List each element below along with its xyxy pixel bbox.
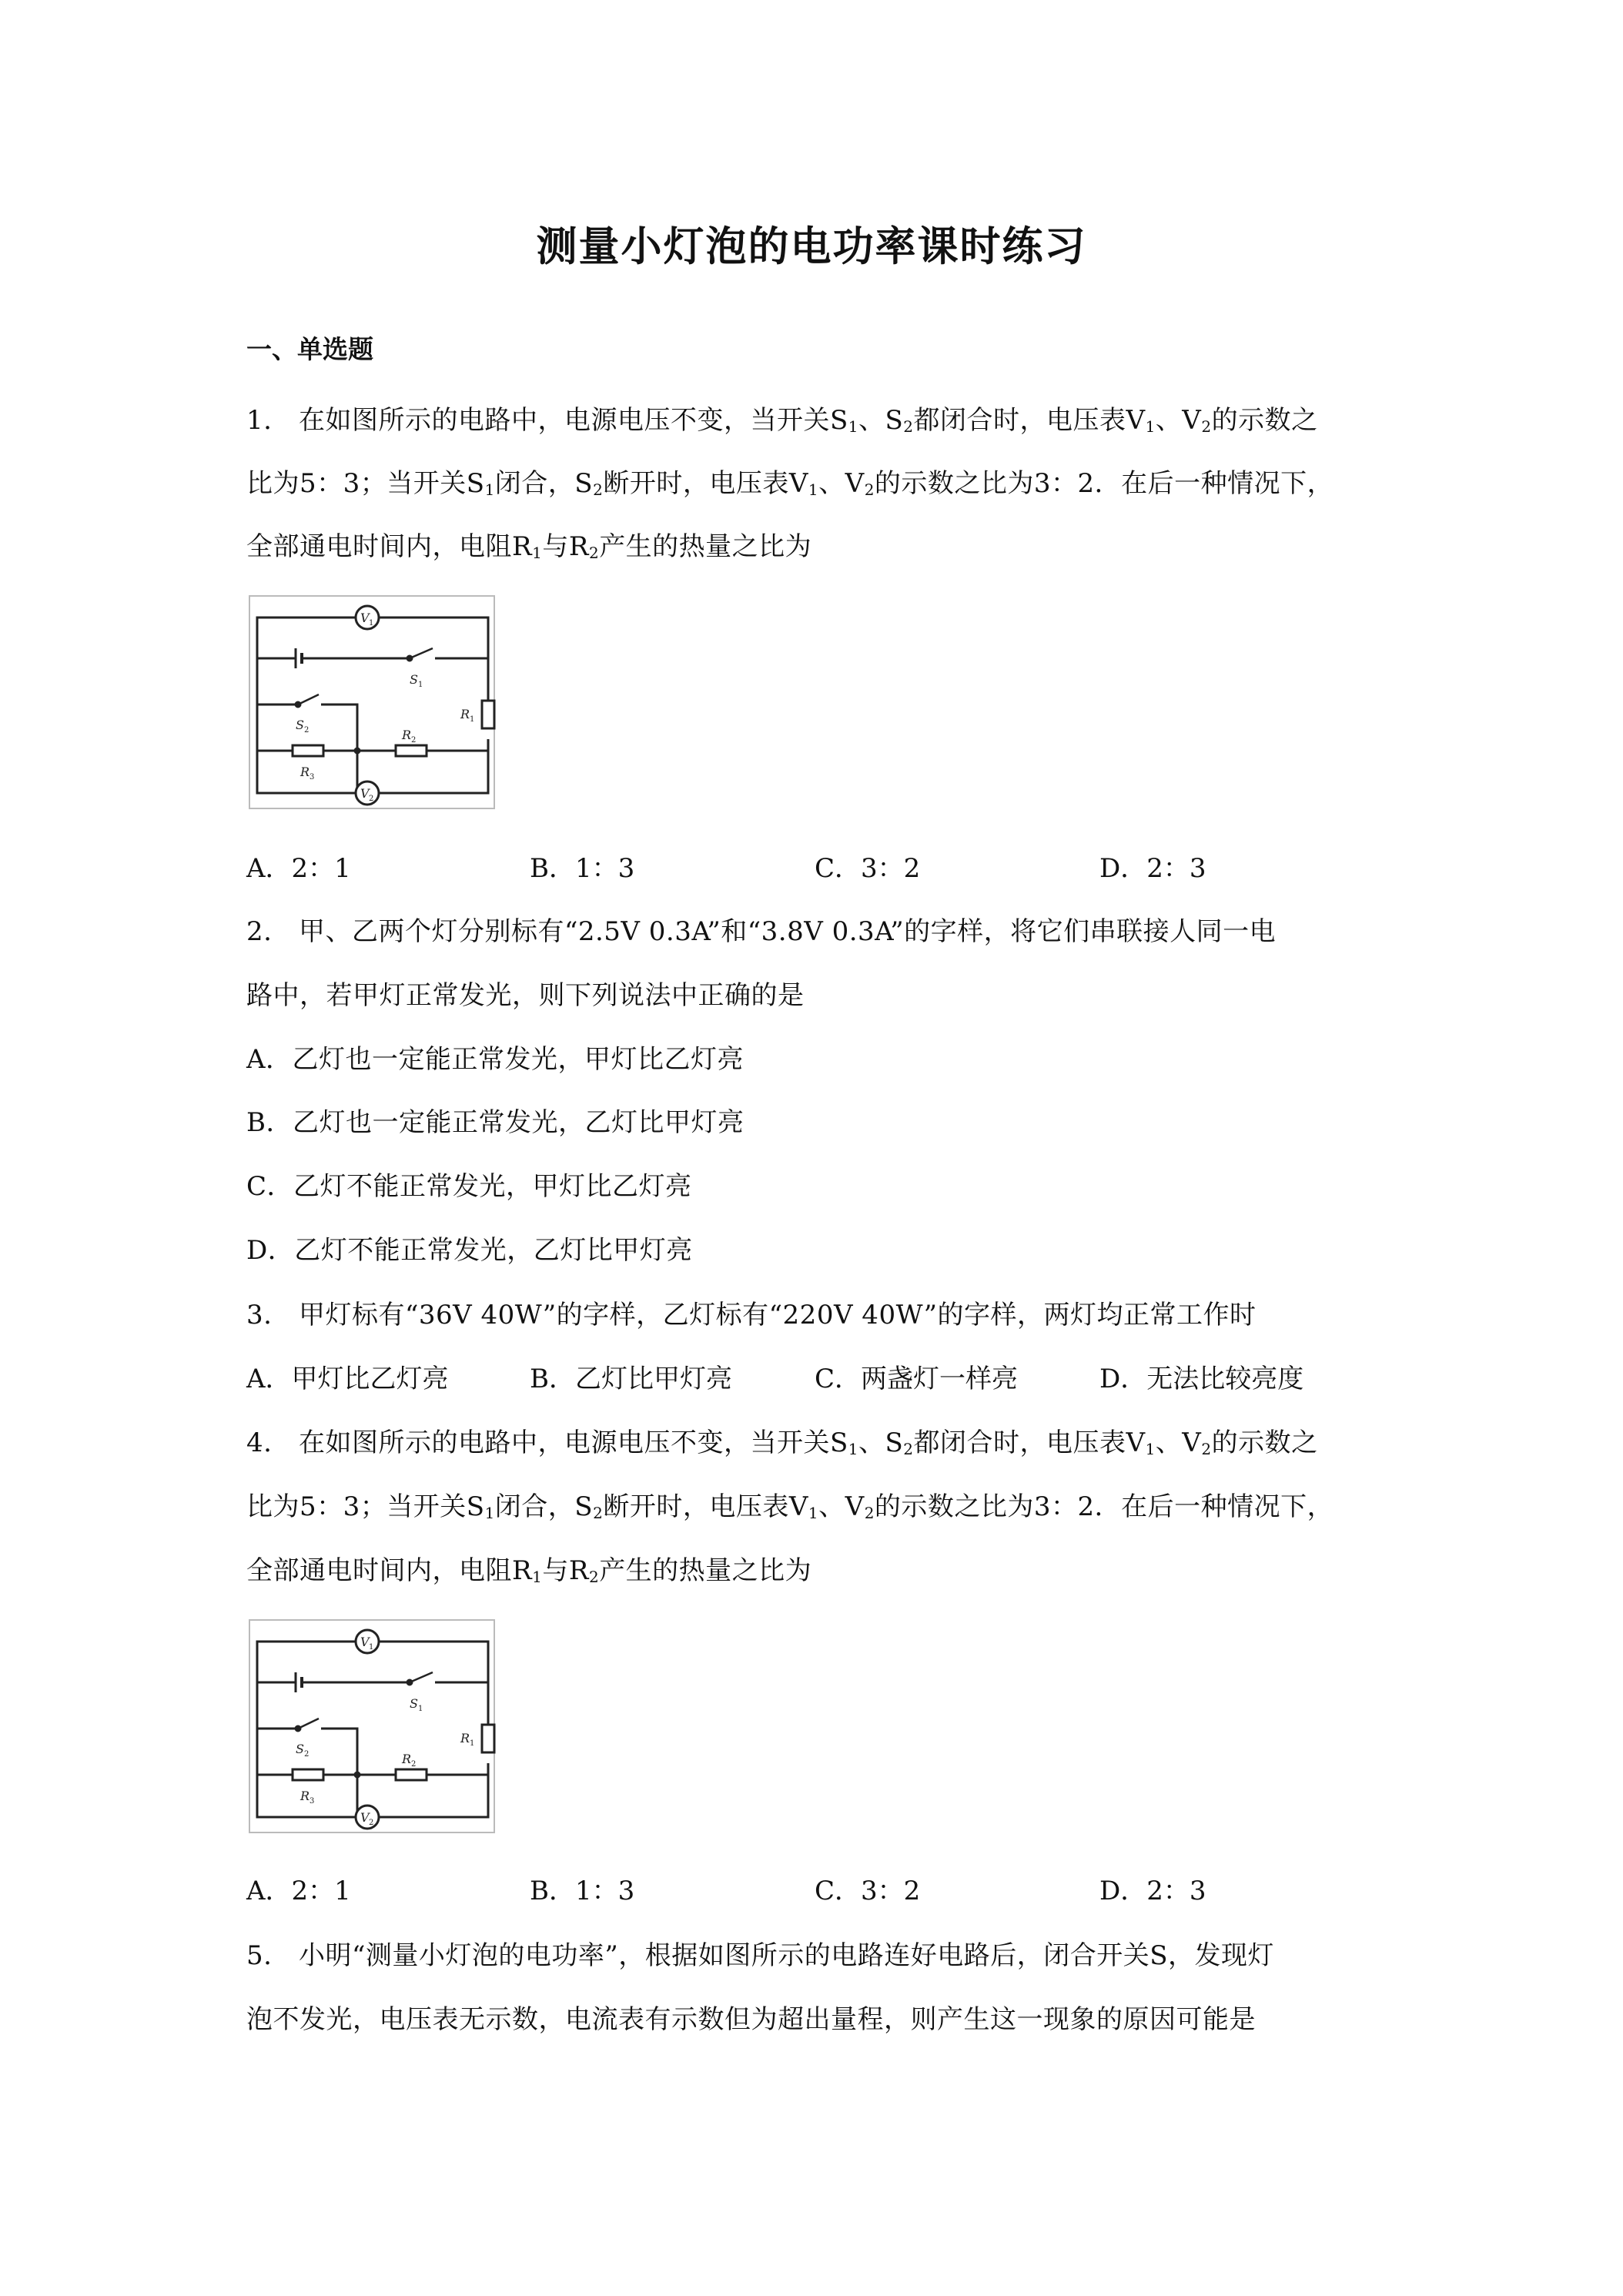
q2-line-2: 路中，若甲灯正常发光，则下列说法中正确的是 bbox=[246, 980, 805, 1011]
svg-text:1: 1 bbox=[470, 1739, 475, 1748]
svg-text:2: 2 bbox=[304, 726, 310, 735]
svg-text:R: R bbox=[460, 1731, 470, 1745]
svg-text:S: S bbox=[410, 672, 418, 687]
q3-option-b[interactable]: B．乙灯比甲灯亮 bbox=[530, 1364, 732, 1394]
q4-option-c[interactable]: C．3：2 bbox=[815, 1876, 921, 1906]
q3-option-a[interactable]: A．甲灯比乙灯亮 bbox=[246, 1364, 449, 1394]
svg-text:V: V bbox=[360, 611, 370, 625]
svg-text:3: 3 bbox=[310, 1797, 315, 1806]
svg-text:1: 1 bbox=[418, 681, 423, 689]
q4-line-2: 比为5：3；当开关$S_1$闭合，$S_2$断开时，电压表$V_1$、$V_2$的示数之比为3：2．在后一种情况下， bbox=[246, 1491, 1334, 1522]
q1-circuit-diagram bbox=[248, 593, 502, 819]
q1-option-d[interactable]: D．2：3 bbox=[1099, 853, 1206, 884]
svg-text:V: V bbox=[360, 1810, 370, 1825]
section-heading: 一、单选题 bbox=[246, 334, 373, 364]
svg-text:V: V bbox=[360, 1635, 370, 1649]
svg-text:2: 2 bbox=[369, 1819, 374, 1827]
svg-text:2: 2 bbox=[369, 795, 374, 803]
q1-option-b[interactable]: B．1：3 bbox=[530, 853, 635, 884]
q4-line-3: 全部通电时间内，电阻$R_1$与$R_2$产生的热量之比为 bbox=[246, 1555, 812, 1586]
svg-text:R: R bbox=[402, 728, 412, 742]
q5-line-2: 泡不发光，电压表无示数，电流表有示数但为超出量程，则产生这一现象的原因可能是 bbox=[246, 2004, 1256, 2035]
q5-line-1: 5. 小明“测量小灯泡的电功率”，根据如图所示的电路连好电路后，闭合开关S，发现灯 bbox=[246, 1940, 1274, 1971]
page-title: 测量小灯泡的电功率课时练习 bbox=[536, 223, 1087, 270]
q4-line-1: 4. 在如图所示的电路中，电源电压不变，当开关$S_1$、$S_2$都闭合时，电压表$V_1$、$V_2$的示数之 bbox=[246, 1427, 1318, 1458]
svg-text:1: 1 bbox=[369, 1643, 374, 1652]
q4-option-d[interactable]: D．2：3 bbox=[1099, 1876, 1206, 1906]
svg-text:R: R bbox=[402, 1752, 412, 1766]
svg-text:2: 2 bbox=[411, 1760, 417, 1769]
q2-option-d[interactable]: D．乙灯不能正常发光，乙灯比甲灯亮 bbox=[246, 1235, 693, 1266]
q4-option-a[interactable]: A．2：1 bbox=[246, 1876, 351, 1906]
svg-text:S: S bbox=[410, 1696, 418, 1711]
svg-text:3: 3 bbox=[310, 773, 315, 782]
q1-line-2: 比为5：3；当开关$S_1$闭合，$S_2$断开时，电压表$V_1$、$V_2$的示数之比为3：2．在后一种情况下， bbox=[246, 468, 1334, 499]
q1-line-3: 全部通电时间内，电阻$R_1$与$R_2$产生的热量之比为 bbox=[246, 531, 812, 562]
svg-text:1: 1 bbox=[418, 1705, 423, 1713]
svg-text:1: 1 bbox=[470, 715, 475, 724]
svg-text:R: R bbox=[460, 707, 470, 721]
svg-text:1: 1 bbox=[369, 619, 374, 628]
q3-option-d[interactable]: D．无法比较亮度 bbox=[1099, 1364, 1304, 1394]
q2-line-1: 2. 甲、乙两个灯分别标有“2.5V 0.3A”和“3.8V 0.3A”的字样，将它们串联接人同一电 bbox=[246, 916, 1277, 947]
q1-option-c[interactable]: C．3：2 bbox=[815, 853, 921, 884]
svg-text:S: S bbox=[296, 1742, 304, 1756]
q1-line-1: 1. 在如图所示的电路中，电源电压不变，当开关$S_1$、$S_2$都闭合时，电压表$V_1$、$V_2$的示数之 bbox=[246, 405, 1318, 436]
q1-option-a[interactable]: A．2：1 bbox=[246, 853, 351, 884]
svg-text:V: V bbox=[360, 786, 370, 801]
q2-option-a[interactable]: A．乙灯也一定能正常发光，甲灯比乙灯亮 bbox=[246, 1044, 745, 1075]
svg-text:R: R bbox=[300, 765, 310, 779]
q3-option-c[interactable]: C．两盏灯一样亮 bbox=[815, 1364, 1019, 1394]
svg-text:2: 2 bbox=[304, 1750, 310, 1759]
svg-text:S: S bbox=[296, 718, 304, 732]
svg-text:R: R bbox=[300, 1789, 310, 1803]
q2-option-b[interactable]: B．乙灯也一定能正常发光，乙灯比甲灯亮 bbox=[246, 1107, 745, 1138]
q3-line-1: 3. 甲灯标有“36V 40W”的字样，乙灯标有“220V 40W”的字样，两灯均正常工作时 bbox=[246, 1300, 1257, 1330]
svg-text:2: 2 bbox=[411, 736, 417, 745]
q4-circuit-diagram bbox=[248, 1617, 502, 1843]
q4-option-b[interactable]: B．1：3 bbox=[530, 1876, 635, 1906]
q2-option-c[interactable]: C．乙灯不能正常发光，甲灯比乙灯亮 bbox=[246, 1171, 692, 1202]
